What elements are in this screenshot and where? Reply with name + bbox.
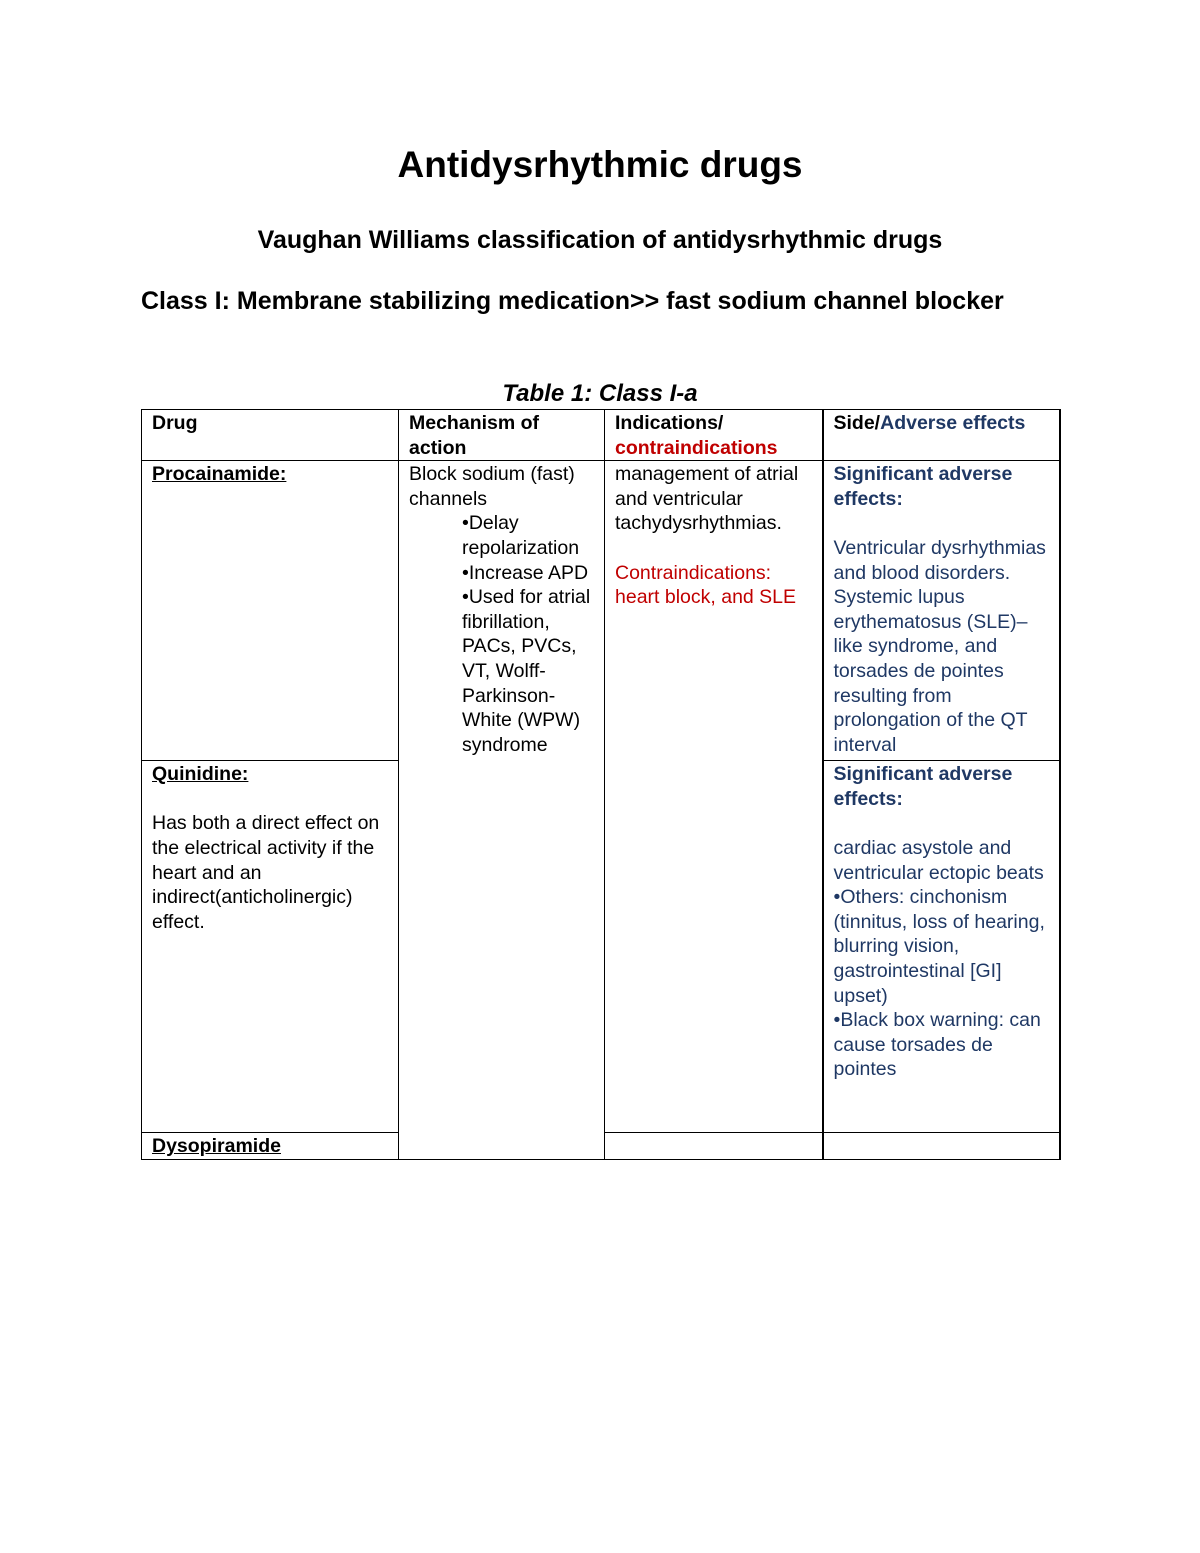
drug-cell-quinidine <box>142 761 399 1133</box>
adverse-cell-quinidine <box>823 761 1060 1133</box>
mechanism-cell <box>399 461 605 1160</box>
mechanism-point-delay: •Delay repolarization <box>462 512 580 559</box>
adverse-others-quinidine: •Others: cinchonism (tinnitus, loss of hearing, blurring vision, gastrointestinal [GI] upset) <box>833 886 1045 1007</box>
indications-text: management of atrial and ventricular tachydysrhythmias. <box>615 463 799 535</box>
quinidine-description: Has both a direct effect on the electrical activity if the heart and an indirect(anticholinergic) effect. <box>152 812 380 933</box>
table-caption: Table 1: Class I-a <box>502 380 698 407</box>
page-title: Antidysrhythmic drugs <box>397 144 803 185</box>
adverse-warning-quinidine: •Black box warning: can cause torsades de pointes <box>833 1009 1041 1081</box>
adverse-cell-procainamide <box>823 461 1060 761</box>
drug-name-procainamide: Procainamide: <box>152 463 287 486</box>
mechanism-intro: Block sodium (fast) channels <box>409 463 575 510</box>
page-subtitle: Vaughan Williams classification of antidysrhythmic drugs <box>257 226 943 254</box>
header-mechanism: Mechanism of action <box>399 410 605 461</box>
header-side-effects: Side/Adverse effects <box>823 410 1060 461</box>
adverse-text-quinidine: cardiac asystole and ventricular ectopic beats <box>833 836 1044 884</box>
contraindications-text: Contraindications: heart block, and SLE <box>615 561 797 609</box>
adverse-cell-empty <box>823 1133 1060 1160</box>
indications-cell <box>605 461 823 1133</box>
class-heading: Class I: Membrane stabilizing medication>> fast sodium channel blocker <box>141 287 1004 315</box>
mechanism-point-apd: •Increase APD <box>462 561 589 584</box>
table-header-row <box>142 410 1060 461</box>
table-row-procainamide <box>142 461 1060 761</box>
adverse-heading-procainamide: Significant adverse effects: <box>833 463 1013 510</box>
drug-cell-dysopiramide <box>142 1133 399 1160</box>
drug-cell-procainamide <box>142 461 399 761</box>
header-drug: Drug <box>142 410 399 461</box>
adverse-heading-quinidine: Significant adverse effects: <box>833 763 1013 810</box>
drug-name-quinidine: Quinidine: <box>152 763 249 786</box>
mechanism-point-uses: •Used for atrial fibrillation, PACs, PVCs, VT, Wolff-Parkinson-White (WPW) syndrome <box>462 586 591 756</box>
class-ia-table <box>141 409 1061 1160</box>
header-indications: Indications/ contraindications <box>605 410 823 461</box>
adverse-text-procainamide: Ventricular dysrhythmias and blood disorders. Systemic lupus erythematosus (SLE)–like syndrome, and torsades de pointes resulting from prolongation of the QT interval <box>833 536 1046 756</box>
indications-cell-empty <box>605 1133 823 1160</box>
drug-name-dysopiramide: Dysopiramide <box>152 1135 281 1158</box>
